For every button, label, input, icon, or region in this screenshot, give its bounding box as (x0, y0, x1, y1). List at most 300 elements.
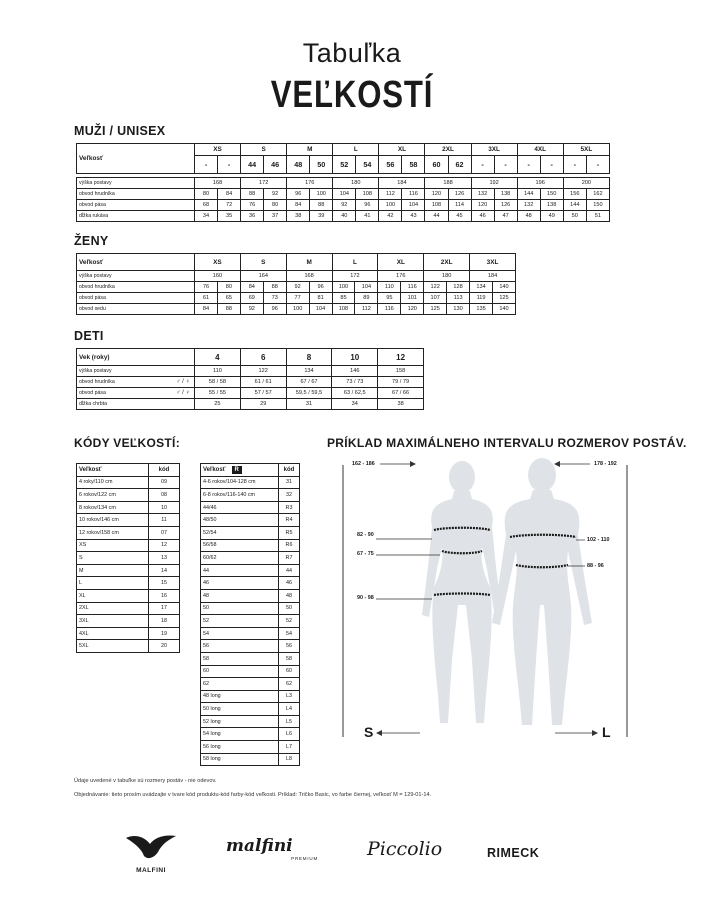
code-size-cell: XS (77, 539, 149, 552)
code-size-header (77, 464, 149, 477)
code-row (201, 753, 300, 766)
code-row (201, 476, 300, 489)
code-size-cell: 56 long (201, 741, 279, 754)
code-value-cell: 58 (279, 652, 300, 665)
women-heading: ŽENY (74, 234, 109, 248)
code-row (201, 489, 300, 502)
code-size-cell: XL (77, 589, 149, 602)
code-size-cell: 50 (201, 602, 279, 615)
code-size-cell: 52 (201, 615, 279, 628)
value-cell: 73 / 73 (332, 377, 378, 388)
code-value-cell: 18 (149, 615, 180, 628)
code-size-cell: 5XL (77, 640, 149, 653)
kids-measure-row (77, 366, 424, 377)
code-value-cell: 11 (149, 514, 180, 527)
measure-label-cell (77, 399, 195, 410)
value-cell: 130 (447, 304, 470, 315)
eu-size-cell: 56 (379, 156, 402, 174)
merged-value-cell: 172 (332, 271, 378, 282)
eu-size-cell: - (517, 156, 540, 174)
code-row (77, 602, 180, 615)
eu-size-cell: 50 (310, 156, 333, 174)
code-size-cell: 54 long (201, 728, 279, 741)
value-cell: 122 (424, 282, 447, 293)
code-header: kód (149, 464, 180, 477)
code-size-cell: 4 roky/110 cm (77, 476, 149, 489)
value-cell: 57 / 57 (240, 388, 286, 399)
value-cell: 107 (424, 293, 447, 304)
code-value-cell: 12 (149, 539, 180, 552)
left-measure-waist: 67 - 75 (357, 551, 374, 557)
malfini-premium-logo (226, 836, 322, 861)
rimeck-logo: RIMECK (487, 846, 540, 860)
code-row (201, 652, 300, 665)
value-cell: 138 (540, 200, 563, 211)
code-size-cell: 50 long (201, 703, 279, 716)
merged-value-cell: 188 (425, 178, 471, 189)
code-value-cell: 56 (279, 640, 300, 653)
kids-measure-row (77, 399, 424, 410)
merged-value-cell: 168 (286, 271, 332, 282)
value-cell: 92 (264, 189, 287, 200)
code-row (77, 640, 180, 653)
code-row (77, 577, 180, 590)
eu-size-cell: - (471, 156, 494, 174)
value-cell: 134 (470, 282, 493, 293)
value-cell: 146 (332, 366, 378, 377)
code-value-cell: 07 (149, 526, 180, 539)
women-size-table (76, 253, 516, 315)
merged-value-cell: 184 (379, 178, 425, 189)
value-cell: 76 (195, 282, 218, 293)
value-cell: 59,5 / 59,5 (286, 388, 332, 399)
value-cell: 92 (240, 304, 263, 315)
women-measure-row (77, 271, 516, 282)
value-cell: 80 (217, 282, 240, 293)
size-header-cell: XL (378, 254, 424, 271)
value-cell: 69 (240, 293, 263, 304)
code-row (201, 678, 300, 691)
code-value-cell: R3 (279, 501, 300, 514)
women-size-header-row (77, 254, 516, 271)
value-cell: 100 (286, 304, 309, 315)
value-cell: 96 (263, 304, 286, 315)
value-cell: 85 (332, 293, 355, 304)
code-row (201, 640, 300, 653)
merged-value-cell: 180 (333, 178, 379, 189)
men-measure-row (77, 189, 610, 200)
age-header-cell: 10 (332, 349, 378, 366)
value-cell: 55 / 55 (195, 388, 241, 399)
merged-value-cell: 176 (378, 271, 424, 282)
kids-heading: DETI (74, 329, 104, 343)
code-value-cell: 08 (149, 489, 180, 502)
code-value-cell: R7 (279, 552, 300, 565)
title-line1: Tabuľka (302, 38, 402, 68)
value-cell: 100 (310, 189, 333, 200)
code-header-row (77, 464, 180, 477)
male-silhouette-icon (492, 458, 592, 725)
value-cell: 140 (492, 304, 515, 315)
left-size-label: S (364, 724, 374, 740)
eu-size-cell: - (218, 156, 241, 174)
note-line1: Údaje uvedené v tabuľke sú rozmery postáv - nie odevov. (74, 778, 217, 784)
eu-size-cell: - (494, 156, 517, 174)
code-size-cell: 62 (201, 678, 279, 691)
value-cell: 116 (401, 282, 424, 293)
value-cell: 63 / 62,5 (332, 388, 378, 399)
code-value-cell: L4 (279, 703, 300, 716)
code-size-cell: 56/58 (201, 539, 279, 552)
code-size-cell: 2XL (77, 602, 149, 615)
code-value-cell: 31 (279, 476, 300, 489)
piccolio-logo: Piccolio (367, 838, 443, 860)
value-cell: 84 (218, 189, 241, 200)
code-value-cell: 62 (279, 678, 300, 691)
value-cell: 67 / 67 (286, 377, 332, 388)
value-cell: 104 (402, 200, 425, 211)
value-cell: 120 (401, 304, 424, 315)
kids-measure-row (77, 377, 424, 388)
value-cell: 100 (332, 282, 355, 293)
value-cell: 81 (309, 293, 332, 304)
value-cell: 125 (492, 293, 515, 304)
code-row (77, 489, 180, 502)
value-cell: 126 (494, 200, 517, 211)
code-size-cell: 52 long (201, 715, 279, 728)
code-row (77, 476, 180, 489)
code-row (77, 514, 180, 527)
value-cell: 108 (425, 200, 448, 211)
right-measure-waist: 88 - 96 (587, 563, 604, 569)
value-cell: 68 (195, 200, 218, 211)
value-cell: 61 / 61 (240, 377, 286, 388)
code-value-cell: R4 (279, 514, 300, 527)
code-row (201, 703, 300, 716)
value-cell: 95 (378, 293, 401, 304)
merged-value-cell: 172 (241, 178, 287, 189)
code-size-cell: 58 long (201, 753, 279, 766)
code-row (201, 589, 300, 602)
gender-icon: ♂ / ♀ (175, 378, 190, 385)
value-cell: 119 (470, 293, 493, 304)
value-cell: 144 (517, 189, 540, 200)
size-header-cell: 2XL (424, 254, 470, 271)
value-cell: 38 (287, 211, 310, 222)
measure-label-cell: výška postavy (77, 178, 195, 189)
left-height-label: 162 - 186 (352, 461, 375, 467)
value-cell: 88 (217, 304, 240, 315)
size-header-cell: S (240, 254, 286, 271)
size-header-cell: S (241, 144, 287, 156)
value-cell: 44 (425, 211, 448, 222)
value-cell: 113 (447, 293, 470, 304)
eu-size-cell: 54 (356, 156, 379, 174)
measure-label: výška postavy (79, 367, 112, 374)
code-value-cell: L3 (279, 690, 300, 703)
merged-value-cell: 200 (563, 178, 609, 189)
size-code-table-basic (76, 463, 180, 653)
measure-label-cell (77, 366, 195, 377)
measure-label: obvod hrudníka (79, 378, 115, 385)
value-cell: 116 (378, 304, 401, 315)
age-header-cell: 6 (240, 349, 286, 366)
code-row (201, 539, 300, 552)
age-header-cell: 12 (378, 349, 424, 366)
value-cell: 110 (378, 282, 401, 293)
women-measure-row (77, 304, 516, 315)
code-value-cell: 52 (279, 615, 300, 628)
value-cell: 120 (471, 200, 494, 211)
value-cell: 67 / 66 (378, 388, 424, 399)
malfini-logo (124, 832, 178, 872)
codes-heading: KÓDY VEĽKOSTÍ: (74, 436, 180, 450)
age-header-cell: 4 (195, 349, 241, 366)
value-cell: 114 (448, 200, 471, 211)
size-header-cell: XS (195, 144, 241, 156)
code-row (201, 728, 300, 741)
value-cell: 84 (195, 304, 218, 315)
age-header-cell: 8 (286, 349, 332, 366)
value-cell: 42 (379, 211, 402, 222)
code-value-cell: R6 (279, 539, 300, 552)
value-cell: 100 (379, 200, 402, 211)
code-value-cell: 54 (279, 627, 300, 640)
merged-value-cell: 196 (517, 178, 563, 189)
code-value-cell: R5 (279, 526, 300, 539)
value-cell: 110 (195, 366, 241, 377)
measure-label-cell (77, 388, 195, 399)
eu-size-cell: 58 (402, 156, 425, 174)
code-row (201, 564, 300, 577)
value-cell: 72 (218, 200, 241, 211)
value-cell: 126 (448, 189, 471, 200)
code-size-cell: 4-6 rokov/104-128 cm (201, 476, 279, 489)
kids-size-table (76, 348, 424, 410)
code-value-cell: 17 (149, 602, 180, 615)
merged-value-cell: 160 (195, 271, 241, 282)
code-size-cell: 6 rokov/122 cm (77, 489, 149, 502)
code-value-cell: 15 (149, 577, 180, 590)
merged-value-cell: 184 (470, 271, 516, 282)
code-row (77, 615, 180, 628)
merged-value-cell: 164 (240, 271, 286, 282)
value-cell: 120 (425, 189, 448, 200)
size-label-cell: Veľkosť (77, 254, 195, 271)
code-size-cell: 12 rokov/158 cm (77, 526, 149, 539)
value-cell: 45 (448, 211, 471, 222)
eu-size-cell: 62 (448, 156, 471, 174)
code-value-cell: 48 (279, 589, 300, 602)
premium-text: PREMIUM (291, 856, 318, 861)
merged-value-cell: 176 (287, 178, 333, 189)
value-cell: 125 (424, 304, 447, 315)
code-row (77, 627, 180, 640)
code-size-cell: 8 rokov/134 cm (77, 501, 149, 514)
code-size-cell: 52/54 (201, 526, 279, 539)
code-row (201, 514, 300, 527)
size-header-cell: 3XL (470, 254, 516, 271)
body-figures-illustration (330, 455, 640, 755)
eu-size-cell: - (195, 156, 218, 174)
value-cell: 104 (309, 304, 332, 315)
code-size-cell: L (77, 577, 149, 590)
eu-size-cell: 46 (264, 156, 287, 174)
code-value-cell: 32 (279, 489, 300, 502)
value-cell: 46 (471, 211, 494, 222)
size-header-cell: 4XL (517, 144, 563, 156)
value-cell: 158 (378, 366, 424, 377)
size-header-cell: M (287, 144, 333, 156)
measure-label-cell: obvod hrudníka (77, 282, 195, 293)
value-cell: 128 (447, 282, 470, 293)
code-value-cell: 13 (149, 552, 180, 565)
value-cell: 49 (540, 211, 563, 222)
code-size-cell: M (77, 564, 149, 577)
code-row (201, 577, 300, 590)
eu-size-cell: 44 (241, 156, 264, 174)
value-cell: 36 (241, 211, 264, 222)
code-size-cell: 6-8 rokov/116-140 cm (201, 489, 279, 502)
value-cell: 108 (356, 189, 379, 200)
measure-label: dĺžka chrbta (79, 400, 107, 407)
value-cell: 96 (287, 189, 310, 200)
right-size-label: L (602, 724, 611, 740)
value-cell: 156 (563, 189, 586, 200)
code-size-cell: 10 rokov/146 cm (77, 514, 149, 527)
value-cell: 144 (563, 200, 586, 211)
code-row (201, 615, 300, 628)
value-cell: 101 (401, 293, 424, 304)
value-cell: 79 / 79 (378, 377, 424, 388)
r-badge-icon: R (232, 466, 242, 474)
value-cell: 37 (264, 211, 287, 222)
value-cell: 150 (586, 200, 609, 211)
value-cell: 34 (332, 399, 378, 410)
eu-size-cell: - (586, 156, 609, 174)
value-cell: 108 (332, 304, 355, 315)
code-header: kód (279, 464, 300, 477)
value-cell: 65 (217, 293, 240, 304)
code-size-cell: 46 (201, 577, 279, 590)
kids-age-header-row (77, 349, 424, 366)
gender-icon: ♂ / ♀ (175, 389, 190, 396)
code-value-cell: 46 (279, 577, 300, 590)
code-value-cell: L6 (279, 728, 300, 741)
value-cell: 39 (310, 211, 333, 222)
value-cell: 134 (286, 366, 332, 377)
value-cell: 34 (195, 211, 218, 222)
men-measure-row (77, 200, 610, 211)
measure-label-cell: obvod hrudníka (77, 189, 195, 200)
men-measure-row (77, 211, 610, 222)
title-line2: VEĽKOSTÍ (270, 74, 434, 116)
eu-size-cell: 52 (333, 156, 356, 174)
size-header-cell: 5XL (563, 144, 609, 156)
code-row (201, 715, 300, 728)
size-header-cell: L (332, 254, 378, 271)
kids-measure-row (77, 388, 424, 399)
code-size-cell: 48/50 (201, 514, 279, 527)
code-value-cell: 60 (279, 665, 300, 678)
value-cell: 31 (286, 399, 332, 410)
value-cell: 132 (471, 189, 494, 200)
measure-label-cell (77, 377, 195, 388)
code-row (77, 552, 180, 565)
code-size-cell: 44/46 (201, 501, 279, 514)
code-size-cell: 58 (201, 652, 279, 665)
value-cell: 40 (333, 211, 356, 222)
value-cell: 88 (310, 200, 333, 211)
value-cell: 150 (540, 189, 563, 200)
code-row (201, 665, 300, 678)
code-size-cell: 4XL (77, 627, 149, 640)
eu-size-cell: 48 (287, 156, 310, 174)
code-value-cell: 44 (279, 564, 300, 577)
code-row (201, 602, 300, 615)
value-cell: 92 (286, 282, 309, 293)
left-measure-chest: 82 - 90 (357, 532, 374, 538)
right-height-label: 178 - 192 (594, 461, 617, 467)
code-value-cell: 20 (149, 640, 180, 653)
value-cell: 38 (378, 399, 424, 410)
code-row (77, 526, 180, 539)
code-size-cell: 60 (201, 665, 279, 678)
value-cell: 61 (195, 293, 218, 304)
value-cell: 138 (494, 189, 517, 200)
value-cell: 47 (494, 211, 517, 222)
code-size-cell: 44 (201, 564, 279, 577)
size-code-table-extended (200, 463, 300, 766)
value-cell: 80 (264, 200, 287, 211)
value-cell: 96 (309, 282, 332, 293)
value-cell: 96 (356, 200, 379, 211)
code-value-cell: 09 (149, 476, 180, 489)
value-cell: 112 (355, 304, 378, 315)
code-row (77, 589, 180, 602)
code-row (77, 564, 180, 577)
merged-value-cell: 192 (471, 178, 517, 189)
age-label-cell: Vek (roky) (77, 349, 195, 366)
code-value-cell: L7 (279, 741, 300, 754)
value-cell: 116 (402, 189, 425, 200)
value-cell: 35 (218, 211, 241, 222)
men-size-header-row (77, 144, 610, 156)
code-row (201, 690, 300, 703)
malfini-bird-icon (124, 832, 178, 862)
right-measure-chest: 102 - 110 (587, 537, 610, 543)
code-header-row (201, 464, 300, 477)
eu-size-cell: - (540, 156, 563, 174)
code-size-header (201, 464, 279, 477)
code-size-cell: 3XL (77, 615, 149, 628)
code-value-cell: 10 (149, 501, 180, 514)
value-cell: 41 (356, 211, 379, 222)
measure-label: obvod pása (79, 389, 106, 396)
value-cell: 122 (240, 366, 286, 377)
women-measure-row (77, 282, 516, 293)
value-cell: 88 (263, 282, 286, 293)
value-cell: 51 (586, 211, 609, 222)
men-heading: MUŽI / UNISEX (74, 124, 166, 138)
value-cell: 50 (563, 211, 586, 222)
merged-value-cell: 168 (195, 178, 241, 189)
eu-size-cell: - (563, 156, 586, 174)
value-cell: 76 (241, 200, 264, 211)
value-cell: 84 (287, 200, 310, 211)
value-cell: 162 (586, 189, 609, 200)
measure-label-cell: obvod pása (77, 293, 195, 304)
